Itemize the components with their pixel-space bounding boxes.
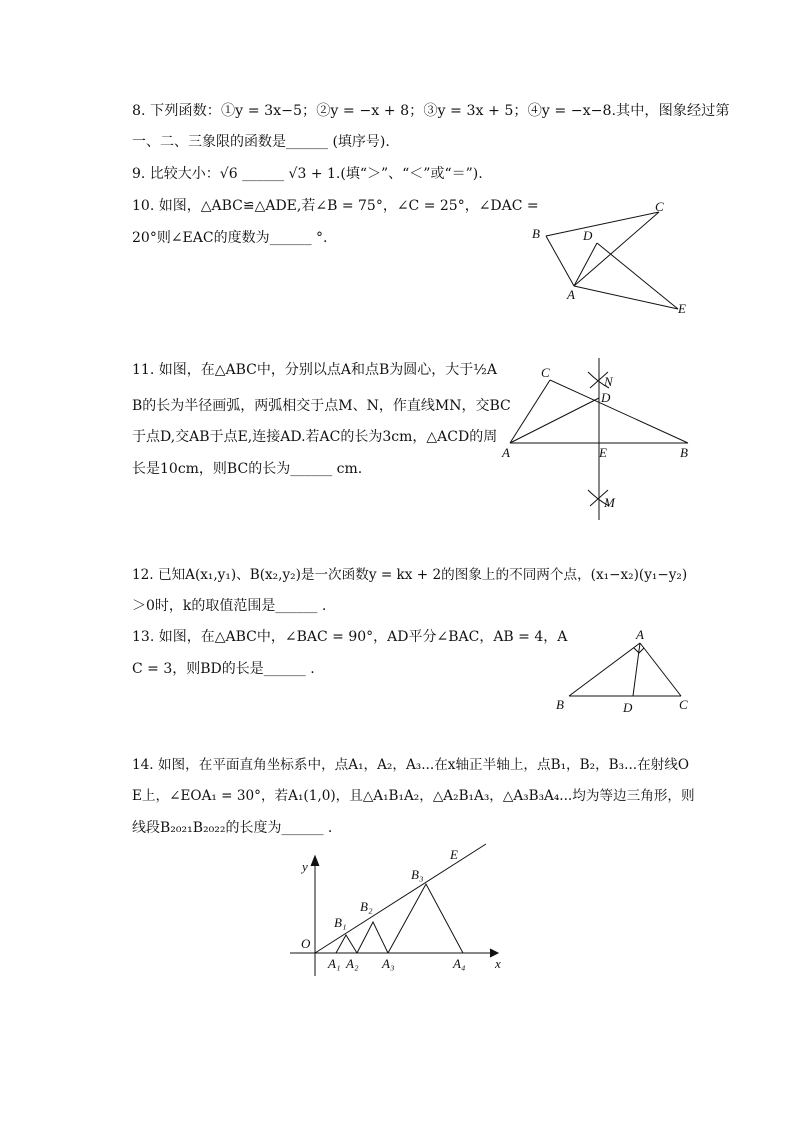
q11-label-C: C bbox=[541, 365, 550, 380]
q14-ray-OE bbox=[315, 844, 486, 953]
q10-label-E: E bbox=[678, 301, 686, 316]
q13-figure bbox=[550, 625, 700, 720]
q9-line-1: 9. 比较大小：√6 ______ √3 + 1.(填“＞”、“＜”或“＝”). bbox=[132, 166, 483, 182]
q13-line-1: 13. 如图，在△ABC中，∠BAC = 90°，AD平分∠BAC，AB = 4，A bbox=[132, 629, 568, 645]
q10-segment-BA bbox=[546, 236, 574, 286]
q11-label-M: M bbox=[604, 495, 615, 510]
q14-label-A3: A₃ bbox=[382, 956, 395, 971]
q11-segment-AD bbox=[510, 398, 599, 443]
q12-line-1: 12. 已知A(x₁,y₁)、B(x₂,y₂)是一次函数y = kx + 2的图象上的不同两个点，(x₁−x₂)(y₁−y₂) bbox=[132, 567, 688, 583]
q11-segment-AC bbox=[510, 380, 550, 443]
q10-segment-AD bbox=[574, 243, 597, 286]
q11-line-2: B的长为半径画弧，两弧相交于点M、N，作直线MN，交BC bbox=[132, 398, 511, 414]
q10-line-1: 10. 如图，△ABC≌△ADE,若∠B = 75°，∠C = 25°，∠DAC = bbox=[132, 198, 539, 214]
q13-label-A: A bbox=[636, 627, 644, 642]
q10-segment-AC bbox=[574, 212, 659, 286]
q11-label-N: N bbox=[604, 374, 613, 389]
q11-figure bbox=[498, 354, 698, 524]
q10-segment-AE bbox=[574, 286, 678, 309]
q13-label-D: D bbox=[623, 700, 633, 715]
q10-label-C: C bbox=[655, 199, 664, 214]
q10-label-A: A bbox=[567, 287, 575, 302]
q13-line-2: C = 3，则BD的长是______ . bbox=[132, 661, 315, 677]
q10-line-2: 20°则∠EAC的度数为______ °. bbox=[132, 230, 328, 246]
q13-label-C: C bbox=[679, 697, 688, 712]
q14-label-A4: A₄ bbox=[453, 956, 466, 971]
q14-label-B1: B₁ bbox=[334, 915, 347, 930]
q11-label-B: B bbox=[680, 445, 688, 460]
q14-label-A2: A₂ bbox=[346, 956, 359, 971]
q14-label-A1: A₁ bbox=[328, 956, 341, 971]
q10-label-B: B bbox=[532, 226, 540, 241]
q14-y-axis-arrow bbox=[311, 856, 319, 866]
q11-label-E: E bbox=[599, 445, 607, 460]
q14-label-O: O bbox=[301, 936, 311, 951]
q13-label-B: B bbox=[556, 697, 564, 712]
q14-label-E: E bbox=[450, 847, 458, 862]
q14-line-2: E上，∠EOA₁ = 30°，若A₁(1,0)，且△A₁B₁A₂，△A₂B₁A₃，△A₃B₃A₄...均为等边三角形，则 bbox=[132, 788, 695, 804]
q14-label-y: y bbox=[302, 859, 308, 874]
q13-segment-AC bbox=[640, 643, 681, 696]
q13-segment-BA bbox=[569, 643, 640, 696]
q8-line-2: 一、二、三象限的函数是______ (填序号). bbox=[132, 134, 390, 150]
q14-label-x: x bbox=[495, 956, 501, 971]
q11-line-4: 长是10cm，则BC的长为______ cm. bbox=[132, 461, 363, 477]
q14-triangle-2 bbox=[357, 922, 388, 953]
q11-line-3: 于点D,交AB于点E,连接AD.若AC的长为3cm，△ACD的周 bbox=[132, 429, 498, 445]
q11-line-1: 11. 如图，在△ABC中，分别以点A和点B为圆心，大于½A bbox=[132, 362, 497, 378]
q10-figure bbox=[525, 195, 705, 320]
q14-line-1: 14. 如图，在平面直角坐标系中，点A₁，A₂，A₃...在x轴正半轴上，点B₁，B₂，B₃...在射线O bbox=[132, 757, 690, 773]
q10-segment-DE bbox=[597, 243, 678, 309]
q14-figure bbox=[284, 840, 514, 980]
q10-segment-BC bbox=[546, 212, 659, 236]
q14-triangle-3 bbox=[388, 884, 463, 953]
q14-label-B2: B₂ bbox=[360, 899, 373, 914]
q11-label-D: D bbox=[601, 390, 611, 405]
q10-label-D: D bbox=[583, 228, 593, 243]
q11-label-A: A bbox=[502, 445, 510, 460]
q12-line-2: ＞0时，k的取值范围是______ . bbox=[132, 598, 327, 614]
q11-segment-CB bbox=[550, 380, 688, 443]
q14-label-B3: B₃ bbox=[411, 867, 424, 882]
q8-line-1: 8. 下列函数：①y = 3x−5；②y = −x + 8；③y = 3x + 5；④y = −x−8.其中，图象经过第 bbox=[132, 103, 730, 119]
q14-line-3: 线段B₂₀₂₁B₂₀₂₂的长度为______ . bbox=[132, 820, 333, 836]
